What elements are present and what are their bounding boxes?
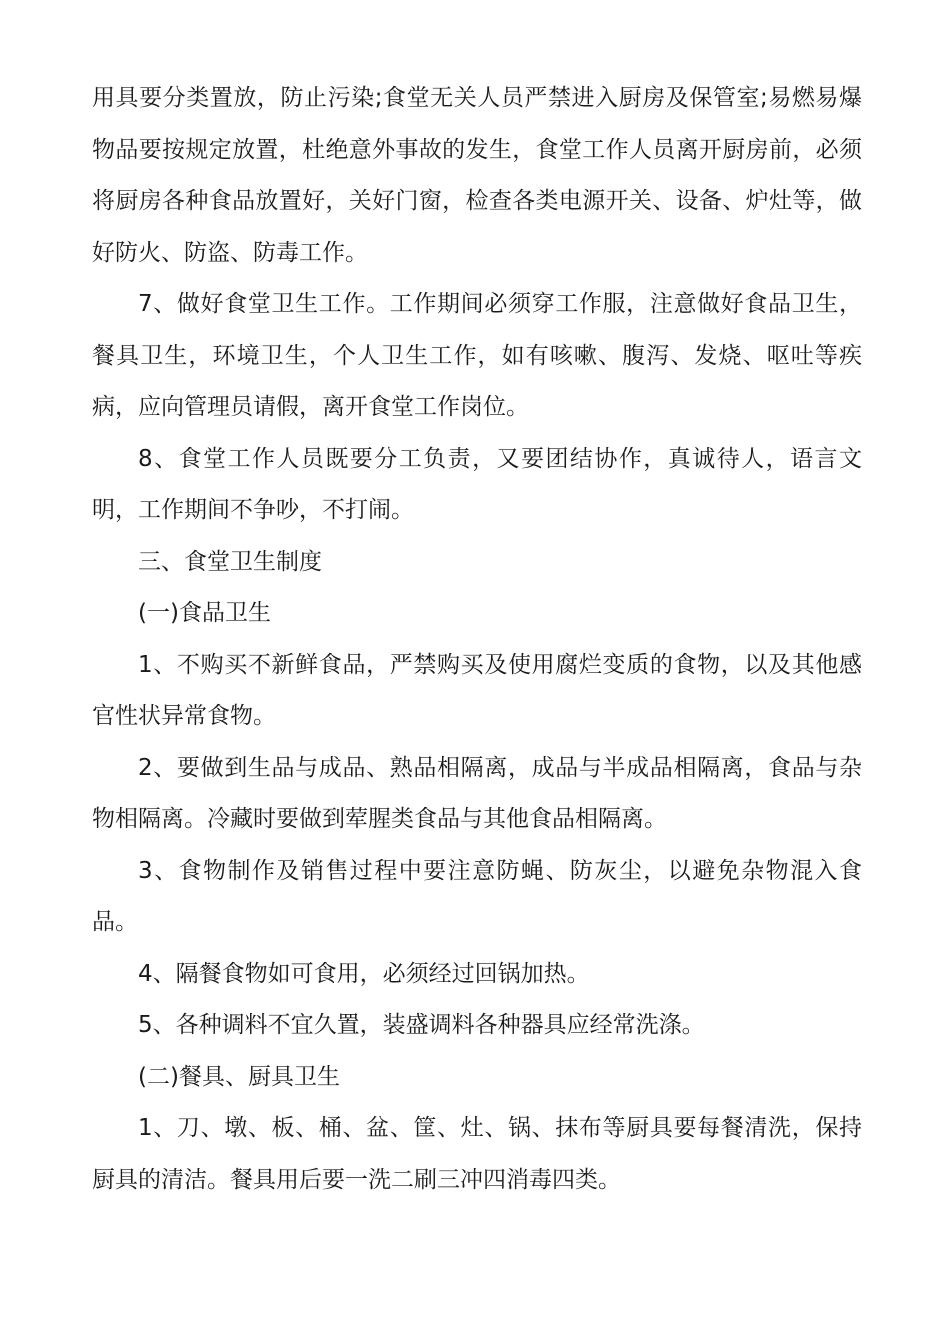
paragraph-item-7: 7、做好食堂卫生工作。工作期间必须穿工作服，注意做好食品卫生，餐具卫生，环境卫生，个人卫生工作，如有咳嗽、腹泻、发烧、呕吐等疾病，应向管理员请假，离开食堂工作岗位。 bbox=[92, 291, 862, 420]
paragraph-food-4: 4、隔餐食物如可食用，必须经过回锅加热。 bbox=[138, 960, 590, 987]
subsection-heading-utensil-hygiene: (二)餐具、厨具卫生 bbox=[138, 1063, 340, 1090]
paragraph-food-2: 2、要做到生品与成品、熟品相隔离，成品与半成品相隔离，食品与杂物相隔离。冷藏时要做到荤腥类食品与其他食品相隔离。 bbox=[92, 754, 862, 832]
paragraph-food-5: 5、各种调料不宜久置，装盛调料各种器具应经常洗涤。 bbox=[138, 1012, 705, 1038]
paragraph-continuation: 用具要分类置放，防止污染;食堂无关人员严禁进入厨房及保管室;易燃易爆物品要按规定放置，杜绝意外事故的发生，食堂工作人员离开厨房前，必须将厨房各种食品放置好，关好门窗，检查各类电源开关、设备、炉灶等，做好防火、防盗、防毒工作。 bbox=[92, 85, 862, 266]
document-page bbox=[92, 73, 862, 1206]
paragraph-food-1: 1、不购买不新鲜食品，严禁购买及使用腐烂变质的食物，以及其他感官性状异常食物。 bbox=[92, 651, 862, 729]
paragraph-utensil-1: 1、刀、墩、板、桶、盆、筐、灶、锅、抹布等厨具要每餐清洗，保持厨具的清洁。餐具用后要一洗二刷三冲四消毒四类。 bbox=[92, 1115, 862, 1193]
paragraph-item-8: 8、食堂工作人员既要分工负责，又要团结协作，真诚待人，语言文明，工作期间不争吵，不打闹。 bbox=[92, 445, 862, 523]
subsection-heading-food-hygiene: (一)食品卫生 bbox=[138, 600, 271, 626]
section-heading-canteen-hygiene: 三、食堂卫生制度 bbox=[138, 548, 322, 575]
paragraph-food-3: 3、食物制作及销售过程中要注意防蝇、防灰尘，以避免杂物混入食品。 bbox=[92, 857, 862, 935]
